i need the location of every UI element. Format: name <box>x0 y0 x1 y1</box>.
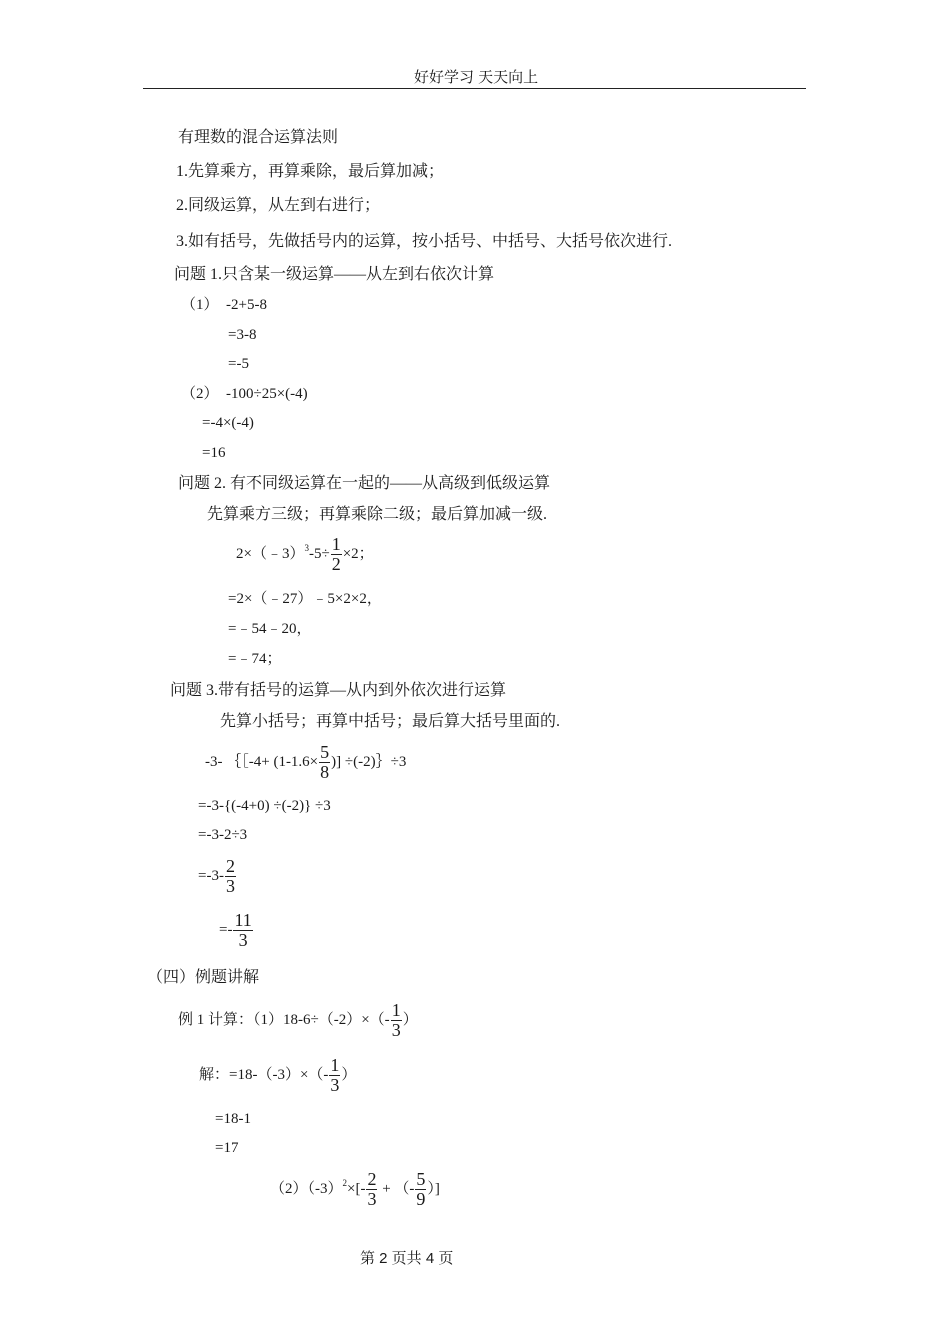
p2-expression: 2×（﹣3）$^3$-5÷ $\frac{1}{2}$ ×2； <box>236 534 374 574</box>
page-header-title: 好好学习 天天向上 <box>414 69 539 86</box>
p1-item-2: （2） -100÷25×(-4) <box>181 386 308 402</box>
problem-3-heading: 问题 3.带有括号的运算—从内到外依次进行运算 <box>170 682 507 699</box>
problem-3-note: 先算小括号；再算中括号；最后算大括号里面的. <box>220 713 561 730</box>
fraction: $\frac{5}{8}$ <box>320 742 330 782</box>
problem-2-note: 先算乘方三级；再算乘除二级；最后算加减一级. <box>207 506 548 523</box>
p3-step: =- $\frac{11}{3}$ <box>219 910 252 950</box>
solution-step: =18-1 <box>215 1111 251 1127</box>
fraction: $\frac{11}{3}$ <box>234 910 252 950</box>
header-rule <box>143 88 806 89</box>
p1-step: =16 <box>202 445 226 461</box>
rule-3: 3.如有括号，先做括号内的运算，按小括号、中括号、大括号依次进行. <box>176 233 673 250</box>
rule-2: 2.同级运算，从左到右进行； <box>176 197 381 214</box>
p3-step: =-3- $\frac{2}{3}$ <box>198 856 235 896</box>
fraction: $\frac{2}{3}$ <box>367 1169 377 1209</box>
p2-step: =﹣74； <box>228 651 282 667</box>
rule-1: 1.先算乘方，再算乘除，最后算加减； <box>176 163 445 180</box>
example-2: $(2)(-3)^2\times[-$ $\frac{2}{3}$ + （- $\frac{5}{9}$ ）] <box>270 1169 440 1209</box>
section-examples-heading: （四）例题讲解 <box>147 969 260 986</box>
problem-2-heading: 问题 2. 有不同级运算在一起的——从高级到低级运算 <box>178 475 551 492</box>
fraction: $\frac{1}{2}$ <box>331 534 341 574</box>
p2-step: =2×（﹣27）﹣5×2×2， <box>228 591 382 607</box>
p1-step: =-5 <box>228 356 249 372</box>
p1-item-1: （1） -2+5-8 <box>181 297 267 313</box>
solution-1: 解：=18-（-3）×（- $\frac{1}{3}$ ） <box>199 1055 357 1095</box>
fraction: $\frac{2}{3}$ <box>225 856 235 896</box>
p2-step: =﹣54﹣20， <box>228 621 312 637</box>
rules-heading: 有理数的混合运算法则 <box>178 129 339 146</box>
p3-expression: -3- ｛［-4+ (1-1.6× $\frac{5}{8}$ )] ÷(-2)｝÷3 <box>205 742 407 782</box>
problem-1-heading: 问题 1.只含某一级运算——从左到右依次计算 <box>174 266 495 283</box>
p1-step: =3-8 <box>228 327 257 343</box>
fraction: $\frac{5}{9}$ <box>416 1169 426 1209</box>
fraction: $\frac{1}{3}$ <box>391 1000 401 1040</box>
fraction: $\frac{1}{3}$ <box>330 1055 340 1095</box>
p1-step: =-4×(-4) <box>202 415 254 431</box>
solution-step: =17 <box>215 1140 239 1156</box>
p3-step: =-3-{(-4+0) ÷(-2)} ÷3 <box>198 798 331 814</box>
p3-step: =-3-2÷3 <box>198 827 248 843</box>
example-1: 例 1 计算：（1）18-6÷（-2）×（- $\frac{1}{3}$ ） <box>178 1000 418 1040</box>
page-footer: 第 2 页共 4 页 <box>360 1250 454 1267</box>
